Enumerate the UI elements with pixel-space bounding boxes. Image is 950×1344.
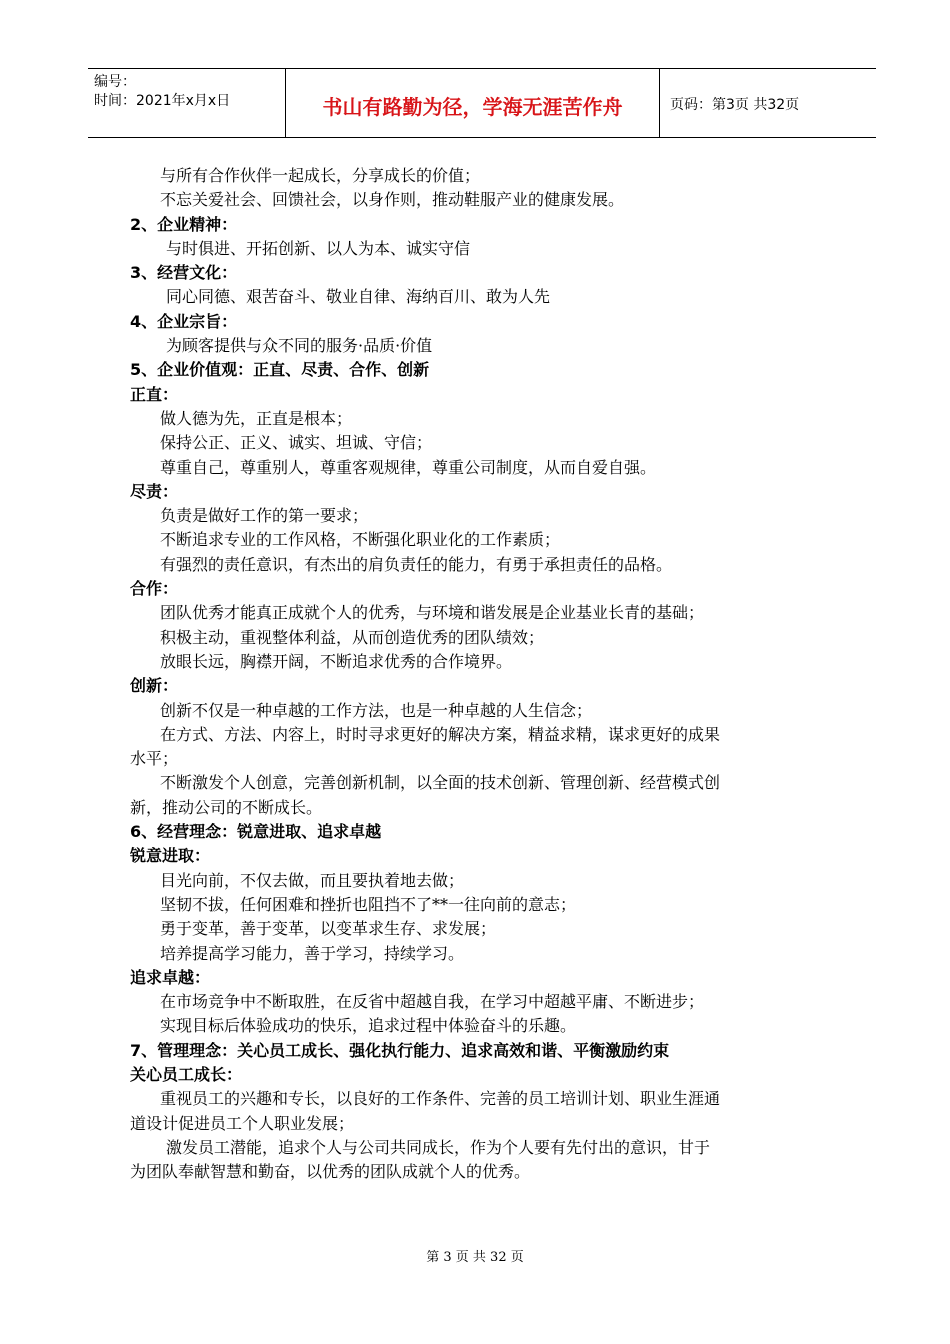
paragraph-line: 坚韧不拔，任何困难和挫折也阻挡不了**一往向前的意志； <box>160 894 577 914</box>
paragraph-line: 负责是做好工作的第一要求； <box>160 506 369 526</box>
paragraph-line: 放眼长远，胸襟开阔，不断追求优秀的合作境界。 <box>160 651 513 671</box>
section-heading: 7、管理理念：关心员工成长、强化执行能力、追求高效和谐、平衡激励约束 <box>130 1040 670 1060</box>
header-meta-cell <box>88 69 286 137</box>
section-heading: 2、企业精神： <box>130 214 238 234</box>
paragraph-line: 水平； <box>130 749 179 769</box>
paragraph-line: 实现目标后体验成功的快乐，追求过程中体验奋斗的乐趣。 <box>160 1016 577 1036</box>
section-heading: 4、企业宗旨： <box>130 311 238 331</box>
paragraph-line: 新，推动公司的不断成长。 <box>130 797 323 817</box>
paragraph-line: 尊重自己，尊重别人，尊重客观规律，尊重公司制度，从而自爱自强。 <box>160 457 657 477</box>
paragraph-line: 不断追求专业的工作风格，不断强化职业化的工作素质； <box>160 530 561 550</box>
paragraph-line: 积极主动，重视整体利益，从而创造优秀的团队绩效； <box>160 627 545 647</box>
header-motto: 书山有路勤为径，学海无涯苦作舟 <box>286 69 660 137</box>
page-footer: 第 3 页 共 32 页 <box>426 1250 524 1265</box>
document-time-label: 时间：2021年x月x日 <box>94 93 231 109</box>
paragraph-line: 与所有合作伙伴一起成长，分享成长的价值； <box>160 166 481 185</box>
header-page-info: 页码：第3页 共32页 <box>670 97 800 113</box>
paragraph-line: 目光向前，不仅去做，而且要执着地去做； <box>160 870 465 890</box>
section-heading: 锐意进取： <box>130 846 211 866</box>
section-heading: 6、经营理念：锐意进取、追求卓越 <box>130 822 382 842</box>
document-number-label: 编号： <box>94 74 136 90</box>
paragraph-line: 与时俱进、开拓创新、以人为本、诚实守信 <box>166 238 471 258</box>
page-header-table <box>88 68 876 138</box>
paragraph-line: 道设计促进员工个人职业发展； <box>130 1113 355 1133</box>
section-heading: 合作： <box>130 579 179 599</box>
paragraph-line: 同心同德、艰苦奋斗、敬业自律、海纳百川、敢为人先 <box>166 287 551 307</box>
paragraph-line: 做人德为先，正直是根本； <box>160 408 353 428</box>
section-heading: 创新： <box>130 676 179 696</box>
paragraph-line: 团队优秀才能真正成就个人的优秀，与环境和谐发展是企业基业长青的基础； <box>160 603 705 623</box>
paragraph-line: 不断激发个人创意，完善创新机制，以全面的技术创新、管理创新、经营模式创 <box>160 773 721 793</box>
paragraph-line: 为顾客提供与众不同的服务·品质·价值 <box>166 336 433 356</box>
paragraph-line: 激发员工潜能，追求个人与公司共同成长，作为个人要有先付出的意识，甘于 <box>166 1137 711 1157</box>
section-heading: 正直： <box>130 384 179 404</box>
paragraph-line: 勇于变革，善于变革，以变革求生存、求发展； <box>160 919 497 939</box>
paragraph-line: 在方式、方法、内容上，时时寻求更好的解决方案，精益求精，谋求更好的成果 <box>160 724 721 744</box>
paragraph-line: 为团队奉献智慧和勤奋，以优秀的团队成就个人的优秀。 <box>130 1162 531 1182</box>
paragraph-line: 不忘关爱社会、回馈社会，以身作则，推动鞋服产业的健康发展。 <box>160 190 625 210</box>
section-heading: 关心员工成长： <box>130 1064 243 1084</box>
paragraph-line: 培养提高学习能力，善于学习，持续学习。 <box>160 943 465 963</box>
section-heading: 3、经营文化： <box>130 263 238 283</box>
paragraph-line: 创新不仅是一种卓越的工作方法，也是一种卓越的人生信念； <box>160 700 593 720</box>
section-heading: 尽责： <box>130 481 179 501</box>
paragraph-line: 重视员工的兴趣和专长，以良好的工作条件、完善的员工培训计划、职业生涯通 <box>160 1089 721 1109</box>
document-body <box>130 164 830 1184</box>
paragraph-line: 保持公正、正义、诚实、坦诚、守信； <box>160 433 433 453</box>
section-heading: 5、企业价值观：正直、尽责、合作、创新 <box>130 360 430 380</box>
paragraph-line: 在市场竞争中不断取胜，在反省中超越自我，在学习中超越平庸、不断进步； <box>160 992 705 1012</box>
section-heading: 追求卓越： <box>130 967 211 987</box>
paragraph-line: 有强烈的责任意识，有杰出的肩负责任的能力，有勇于承担责任的品格。 <box>160 554 673 574</box>
